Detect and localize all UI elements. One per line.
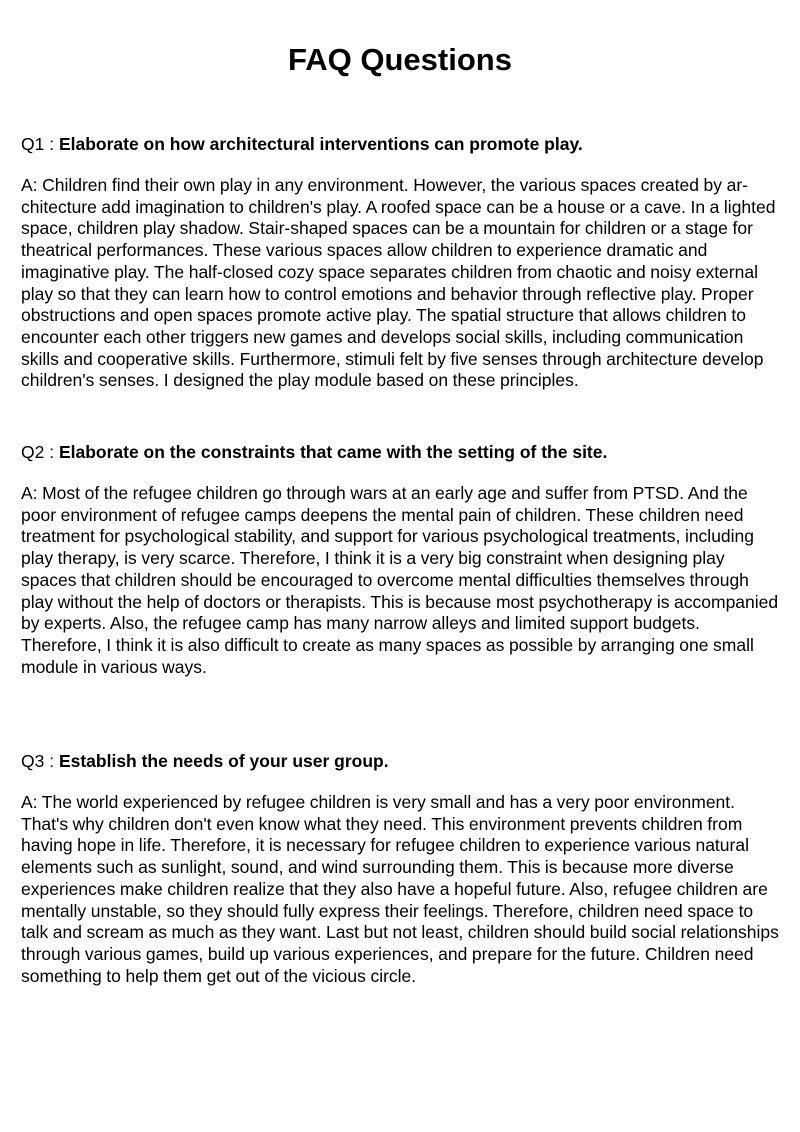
question-heading <box>21 750 781 772</box>
faq-item-q2 <box>21 441 781 678</box>
faq-item-q3 <box>21 750 781 987</box>
page-title: FAQ Questions <box>288 42 512 77</box>
faq-item-q1 <box>21 133 781 392</box>
question-text: Elaborate on the constraints that came with the setting of the site. <box>58 442 608 462</box>
answer-text: A: The world experienced by refugee children is very small and has a very poor environment. That's why children don't even know what they need. This environment prevents children from having hope in life. Therefore, it is necessary for refugee children to experience various natural elements such as sunlight, sound, and wind surrounding them. This is because more diverse experiences make children realize that they also have a hopeful future. Also, refugee children are mentally unstable, so they should fully express their feelings. Therefore, children need space to talk and scream as much as they want. Last but not least, children should build social relationships through various games, build up various experiences, and prepare for the future. Children need something to help them get out of the vicious circle. <box>21 792 779 986</box>
question-heading <box>21 133 781 155</box>
question-label: Q2 : <box>21 442 59 462</box>
answer-text: A: Children find their own play in any environment. However, the various spaces created by architecture add imagination to children's play. A roofed space can be a house or a cave. In a lighted space, children play shadow. Stair-shaped spaces can be a mountain for children or a stage for theatrical performances. These various spaces allow children to experience dramatic and imaginative play. The half-closed cozy space separates children from chaotic and noisy external play so that they can learn how to control emotions and behavior through reflective play. Proper obstructions and open spaces promote active play. The spatial structure that allows children to encounter each other triggers new games and develops social skills, including communication skills and cooperative skills. Furthermore, stimuli felt by five senses through architecture develop children's senses. I designed the play module based on these principles. <box>21 175 776 391</box>
question-text: Elaborate on how architectural interventions can promote play. <box>58 134 583 154</box>
question-text: Establish the needs of your user group. <box>58 751 389 771</box>
answer-text: A: Most of the refugee children go through wars at an early age and suffer from PTSD. And the poor environment of refugee camps deepens the mental pain of children. These children need treatment for psychological stability, and support for various psychological treatments, including play therapy, is very scarce. Therefore, I think it is a very big constraint when designing play spaces that children should be encouraged to overcome mental difficulties themselves through play without the help of doctors or therapists. This is because most psychotherapy is accompanied by experts. Also, the refugee camp has many narrow alleys and limited support budgets. Therefore, I think it is also difficult to create as many spaces as possible by arranging one small module in various ways. <box>21 483 779 677</box>
question-label: Q3 : <box>21 751 59 771</box>
question-label: Q1 : <box>21 134 59 154</box>
question-heading <box>21 441 781 463</box>
